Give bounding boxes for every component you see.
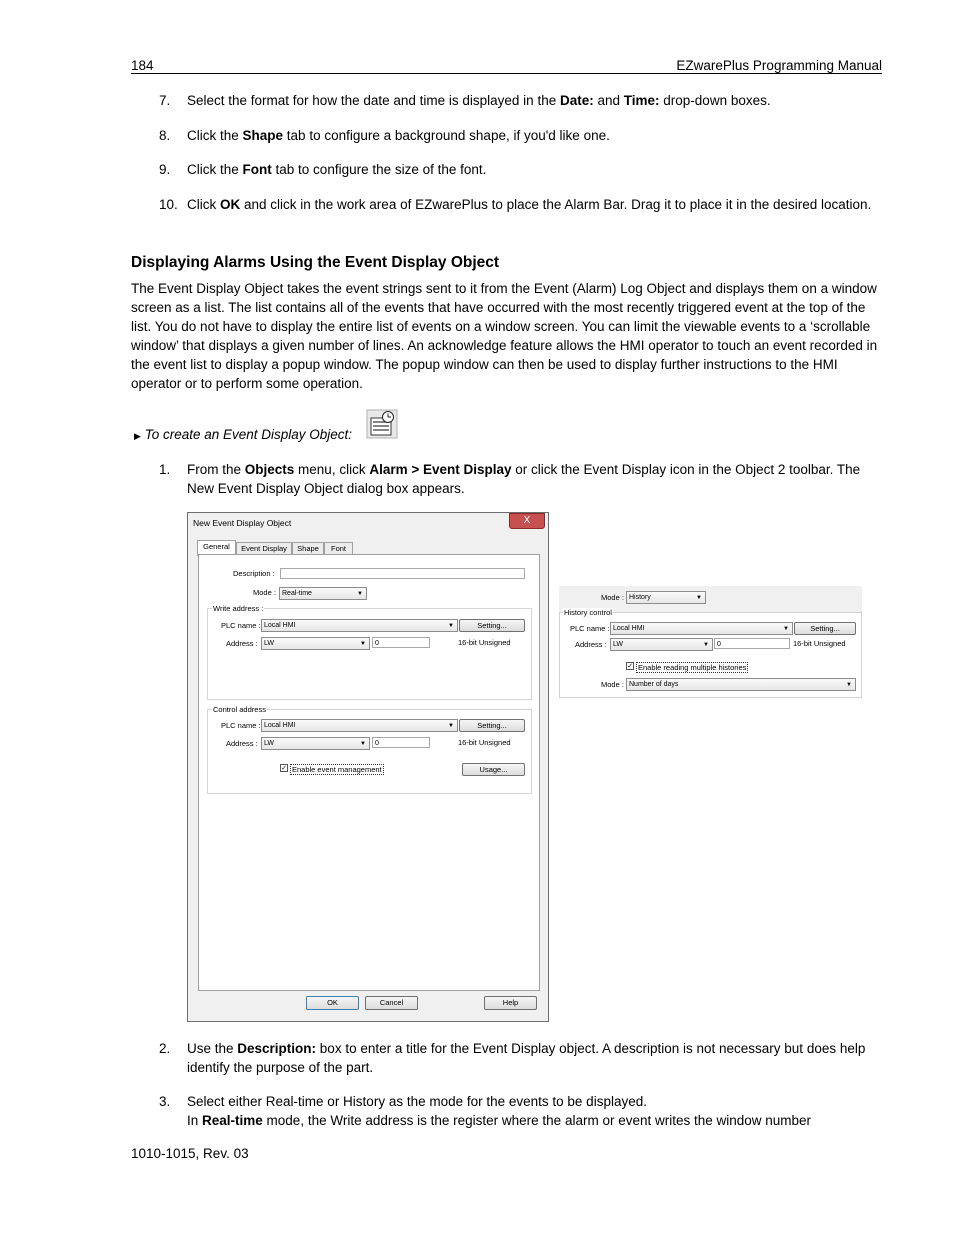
step-text: Select either Real-time or History as the mode for the events to be displayed. In Real-time mode, the Write address is the register where the alarm or event writes the window number [187,1094,812,1128]
setting-button[interactable]: Setting... [794,622,856,635]
dialog-title: New Event Display Object [193,518,292,528]
usage-button[interactable]: Usage... [462,763,525,776]
address-input[interactable]: 0 [372,637,430,648]
event-display-icon [366,409,398,439]
address-type-select[interactable]: LW ▼ [261,737,370,750]
plc-name-select[interactable]: Local HMI ▼ [261,719,458,732]
header-rule [131,73,882,74]
chevron-down-icon: ▼ [357,591,363,597]
step-text: Click the Shape tab to configure a background shape, if you'd like one. [187,128,610,143]
triangle-right-icon: ▶ [134,431,141,441]
step-number: 8. [159,128,171,143]
plc-name-label: PLC name : [570,624,610,633]
step-number: 3. [159,1094,171,1109]
event-display-dialog [187,512,549,1022]
enable-event-checkbox[interactable]: ✓ [281,765,287,772]
control-address-label: Control address [213,705,266,714]
history-range-mode-select[interactable]: Number of days ▼ [626,678,856,691]
page-number: 184 [131,58,154,73]
chevron-down-icon: ▼ [448,723,454,729]
address-format: 16-bit Unsigned [458,638,511,647]
description-input[interactable] [280,568,525,579]
plc-name-label: PLC name : [221,721,261,730]
history-control-label: History control [564,608,612,617]
tab-font[interactable]: Font [324,542,353,555]
tab-general[interactable]: General [197,540,236,556]
step-number: 9. [159,162,171,177]
address-type-select[interactable]: LW ▼ [261,637,370,650]
chevron-down-icon: ▼ [783,626,789,632]
history-panel [559,586,862,698]
help-button[interactable]: Help [484,996,537,1010]
mode-label: Mode : [601,680,624,689]
setting-button[interactable]: Setting... [459,619,525,632]
manual-title: EZwarePlus Programming Manual [676,58,882,73]
chevron-down-icon: ▼ [846,682,852,688]
mode-label: Mode : [253,588,276,597]
description-label: Description : [233,569,275,578]
enable-event-label[interactable]: Enable event management [292,765,382,774]
address-format: 16-bit Unsigned [458,738,511,747]
plc-name-select[interactable]: Local HMI ▼ [261,619,458,632]
chevron-down-icon: ▼ [696,595,702,601]
section-heading: Displaying Alarms Using the Event Display Object [131,254,500,271]
address-label: Address : [226,739,258,748]
step-text: Click the Font tab to configure the size of the font. [187,162,487,177]
chevron-down-icon: ▼ [703,642,709,648]
footer-doc-number: 1010-1015, Rev. 03 [131,1146,249,1161]
chevron-down-icon: ▼ [360,641,366,647]
plc-name-label: PLC name : [221,621,261,630]
address-input[interactable]: 0 [714,638,790,649]
close-button[interactable]: X [509,513,545,529]
step-number: 1. [159,462,171,477]
step-number: 2. [159,1041,171,1056]
tab-event-display[interactable]: Event Display [236,542,292,555]
tab-shape[interactable]: Shape [292,542,324,555]
history-mode-select[interactable]: History ▼ [626,591,706,604]
write-address-label: Write address : [213,604,264,613]
section-paragraph: The Event Display Object takes the event strings sent to it from the Event (Alarm) Log Object and displays them on a window screen as a list. The list contains all of the events that have occurred with the most recently triggered event at the top of the list. You do not have to display the entire list of events on a window screen. You can limit the viewable events to a ‘scrollable window’ that displays a given number of lines. An acknowledge feature allows the HMI operator to touch an event recorded in the event list to display a popup window. The popup window can then be used to display further instructions to the HMI operator or to perform some operation. [131,281,878,391]
enable-reading-checkbox[interactable]: ✓ [627,663,633,670]
step-number: 7. [159,93,171,108]
plc-name-select[interactable]: Local HMI ▼ [610,622,793,635]
step-text: From the Objects menu, click Alarm > Event Display or click the Event Display icon in the Object 2 toolbar. The New Event Display Object dialog box appears. [187,462,861,496]
address-input[interactable]: 0 [372,737,430,748]
chevron-down-icon: ▼ [360,741,366,747]
step-text: Select the format for how the date and time is displayed in the Date: and Time: drop-down boxes. [187,93,771,108]
address-format: 16-bit Unsigned [793,639,846,648]
enable-reading-label[interactable]: Enable reading multiple histories [638,663,747,672]
procedure-heading: ▶ To create an Event Display Object: [134,427,353,442]
step-text: Use the Description: box to enter a title for the Event Display object. A description is not necessary but does help identify the purpose of the part. [187,1041,866,1075]
cancel-button[interactable]: Cancel [365,996,418,1010]
address-type-select[interactable]: LW ▼ [610,638,713,651]
address-label: Address : [226,639,258,648]
general-panel [198,554,540,991]
setting-button[interactable]: Setting... [459,719,525,732]
step-number: 10. [159,197,178,212]
mode-label: Mode : [601,593,624,602]
chevron-down-icon: ▼ [448,623,454,629]
ok-button[interactable]: OK [306,996,359,1010]
address-label: Address : [575,640,607,649]
step-text: Click OK and click in the work area of EZwarePlus to place the Alarm Bar. Drag it to place it in the desired location. [187,197,872,212]
mode-select[interactable]: Real-time ▼ [279,587,367,600]
